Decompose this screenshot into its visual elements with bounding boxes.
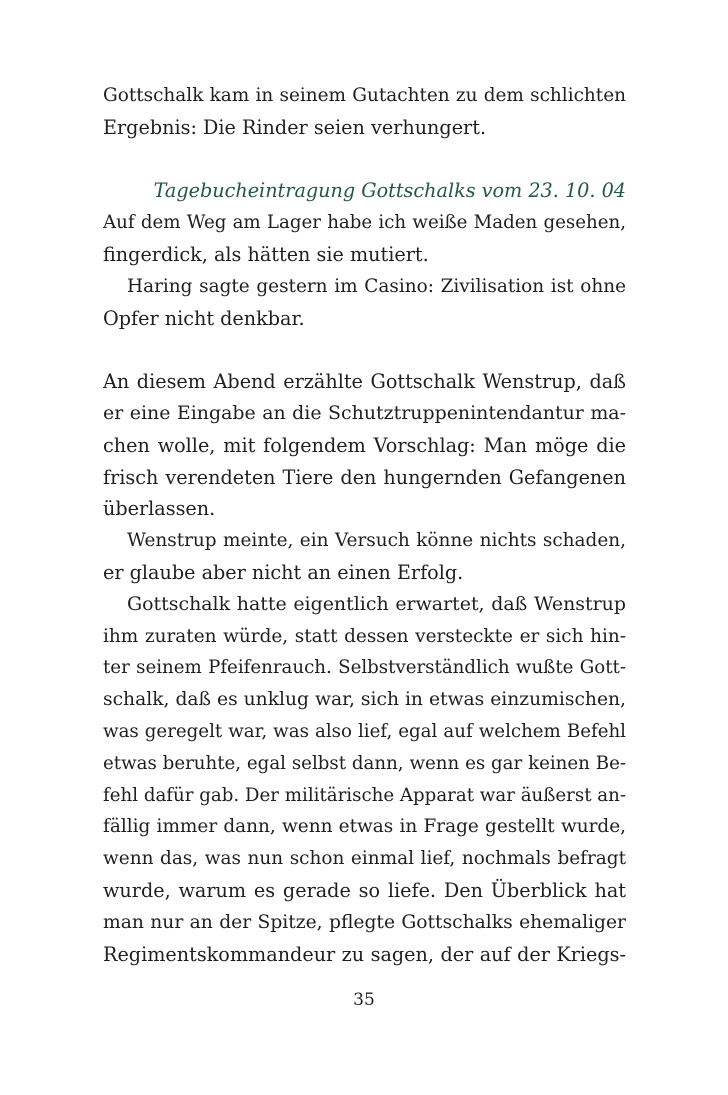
text-line: er glaube aber nicht an einen Erfolg.: [103, 560, 464, 584]
text-line: Gottschalk hatte eigentlich erwartet, daß Wenstrup: [127, 592, 626, 615]
text-line: schalk, daß es unklug war, sich in etwas einzumischen,: [103, 689, 626, 711]
text-line: Wenstrup meinte, ein Versuch könne nichts schaden,: [127, 530, 626, 552]
text-line: etwas beruhte, egal selbst dann, wenn es gar keinen Be-: [103, 752, 626, 774]
text-line: chen wolle, mit folgendem Vorschlag: Man möge die: [103, 433, 626, 457]
text-line: fehl dafür gab. Der militärische Apparat war äußerst an-: [103, 784, 626, 806]
paragraph-verdict: [103, 80, 626, 144]
text-line: man nur an der Spitze, pflegte Gottschalks ehemaliger: [103, 911, 626, 933]
paragraph-spacer: [103, 144, 626, 176]
diary-heading: Tagebucheintragung Gottschalks vom 23. 10. 04: [153, 179, 626, 203]
book-page-body: [103, 80, 626, 970]
text-line: frisch verendeten Tiere den hungernden Gefangenen: [103, 465, 626, 489]
paragraph-military-apparatus: [103, 589, 626, 971]
page-number: 35: [353, 990, 375, 1010]
text-line: Gottschalk kam in seinem Gutachten zu dem schlichten: [103, 85, 626, 106]
paragraph-proposal: [103, 366, 626, 525]
diary-entry: [103, 175, 626, 334]
text-line: überlassen.: [103, 497, 216, 521]
text-line: fingerdick, als hätten sie mutiert.: [103, 242, 429, 266]
text-line: wenn das, was nun schon einmal lief, nochmals befragt: [103, 848, 626, 870]
text-line: er eine Eingabe an die Schutztruppenintendantur ma-: [103, 401, 626, 424]
text-line: An diesem Abend erzählte Gottschalk Wenstrup, daß: [103, 370, 626, 394]
paragraph-spacer: [103, 334, 626, 366]
paragraph-wenstrup-reply: [103, 525, 626, 589]
text-line: Ergebnis: Die Rinder seien verhungert.: [103, 115, 487, 139]
text-line: Auf dem Weg am Lager habe ich weiße Maden gesehen,: [103, 212, 626, 234]
text-line: ihm zuraten würde, statt dessen versteckte er sich hin-: [103, 625, 626, 647]
text-line: fällig immer dann, wenn etwas in Frage gestellt wurde,: [103, 816, 626, 838]
text-line: was geregelt war, was also lief, egal auf welchem Befehl: [103, 720, 626, 742]
text-line: Regimentskommandeur zu sagen, der auf der Kriegs-: [103, 942, 626, 966]
text-line: wurde, warum es gerade so liefe. Den Überblick hat: [103, 878, 626, 902]
text-line: Opfer nicht denkbar.: [103, 306, 305, 330]
text-line: Haring sagte gestern im Casino: Zivilisation ist ohne: [127, 275, 626, 297]
text-line: ter seinem Pfeifenrauch. Selbstverständlich wußte Gott-: [103, 657, 626, 679]
